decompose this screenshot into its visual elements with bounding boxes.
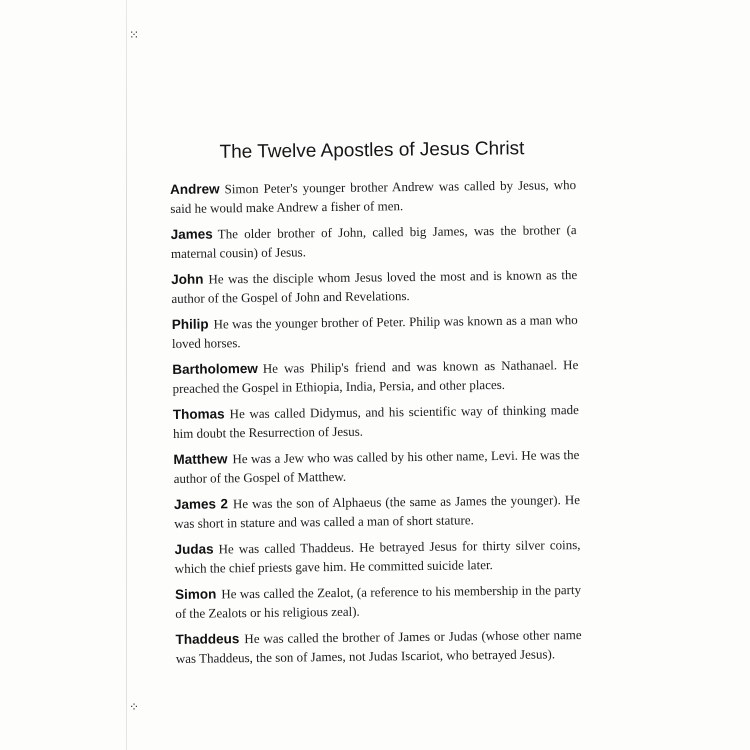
apostle-entry-james-2 [174,490,580,533]
apostle-description: He was called the brother of James or Judas (whose other name was Thaddeus, the son of James, not Judas Iscariot, who betrayed Jesus). [175,627,582,666]
apostle-entry-andrew [170,175,576,218]
apostle-entry-john [171,265,577,308]
apostle-description: The older brother of John, called big James, was the brother (a maternal cousin) of Jesus. [170,222,577,261]
apostle-description: He was called Thaddeus. He betrayed Jesus for thirty silver coins, which the chief priests gave him. He committed suicide later. [174,537,581,576]
apostle-name: Philip [171,316,209,332]
apostle-description: He was called the Zealot, (a reference to his membership in the party of the Zealots or his religious zeal). [175,582,582,621]
apostle-entry-james [171,220,577,263]
apostle-name: Andrew [170,181,220,197]
apostle-name: Matthew [173,451,228,467]
apostle-name: James 2 [173,496,229,512]
top-margin-mark: ⁙ [129,28,140,42]
apostle-name: Simon [174,586,217,602]
page-edge-shadow [126,0,127,750]
apostle-description: He was a Jew who was called by his other name, Levi. He was the author of the Gospel of Matthew. [173,447,580,486]
apostle-entry-philip [172,310,578,353]
apostle-name: Bartholomew [172,360,258,377]
page-title: The Twelve Apostles of Jesus Christ [219,138,525,163]
apostle-entry-thaddeus [175,625,581,668]
apostle-entry-simon [175,580,581,623]
apostle-description: Simon Peter's younger brother Andrew was called by Jesus, who said he would make Andrew a fisher of men. [170,177,577,216]
bottom-margin-mark: ⁘ [129,700,140,714]
apostle-name: Judas [174,541,214,557]
apostle-description: He was the disciple whom Jesus loved the most and is known as the author of the Gospel of John and Revelations. [171,267,578,306]
apostle-name: Thaddeus [175,631,240,647]
apostle-name: James [170,226,213,242]
apostle-entry-matthew [173,445,579,488]
apostle-entry-bartholomew [172,355,578,398]
apostle-name: John [171,271,204,287]
apostle-description: He was called Didymus, and his scientific way of thinking made him doubt the Resurrection of Jesus. [173,402,579,441]
apostle-description: He was the son of Alphaeus (the same as James the younger). He was short in stature and was called a man of short stature. [174,492,581,531]
apostle-entry-thomas [173,400,579,443]
apostle-name: Thomas [172,406,225,422]
apostle-description: He was the younger brother of Peter. Philip was known as a man who loved horses. [171,312,578,351]
apostle-entry-judas [174,535,580,578]
apostle-description: He was Philip's friend and was known as Nathanael. He preached the Gospel in Ethiopia, India, Persia, and other places. [172,357,579,396]
apostle-list [170,175,582,675]
